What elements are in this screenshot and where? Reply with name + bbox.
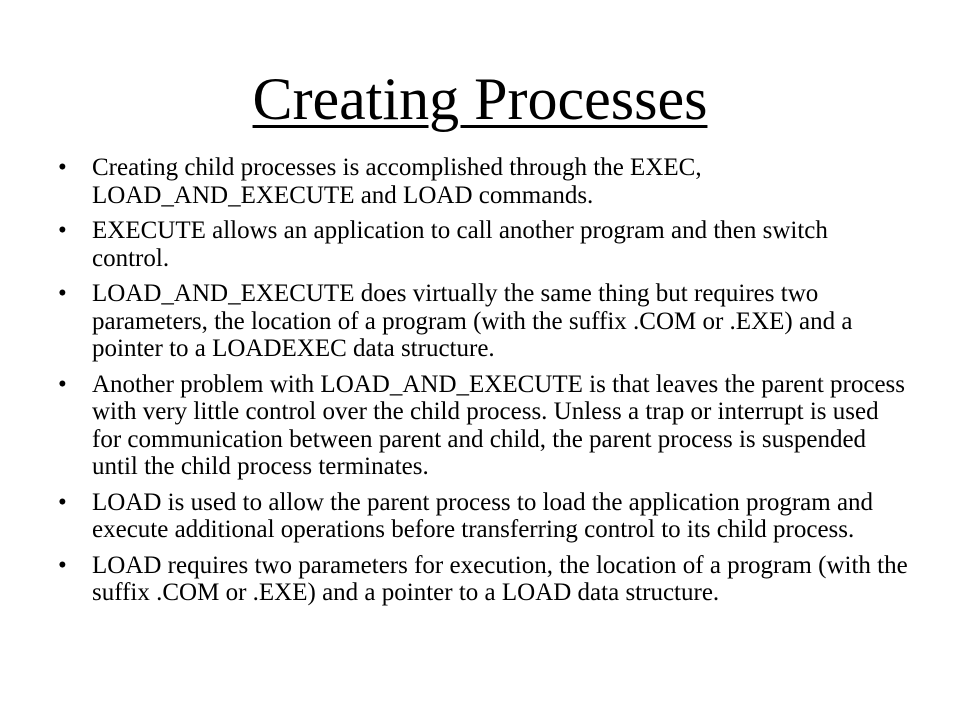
bullet-text: Creating child processes is accomplished through the EXEC, LOAD_AND_EXECUTE and LOAD commands. (92, 154, 702, 209)
bullet-icon: • (58, 551, 67, 579)
bullet-item (58, 371, 908, 481)
bullet-icon: • (58, 154, 67, 181)
bullet-text: LOAD requires two parameters for execution, the location of a program (with the suffix .COM or .EXE) and a pointer to a LOAD data structure. (92, 551, 908, 606)
bullet-icon: • (58, 370, 67, 398)
slide-title: Creating Processes (252, 66, 708, 132)
bullet-icon: • (58, 217, 67, 244)
bullet-item (58, 217, 908, 272)
bullet-list (58, 154, 908, 615)
bullet-item (58, 489, 908, 544)
bullet-item (58, 280, 908, 363)
bullet-text: LOAD is used to allow the parent process to load the application program and execute additional operations before transferring control to its child process. (92, 488, 874, 543)
bullet-item (58, 154, 908, 209)
bullet-text: Another problem with LOAD_AND_EXECUTE is that leaves the parent process with very little control over the child process. Unless a trap or interrupt is used for communication between parent and child, the parent process is suspended until the child process terminates. (92, 370, 906, 480)
bullet-icon: • (58, 488, 67, 516)
bullet-icon: • (58, 280, 67, 307)
bullet-text: EXECUTE allows an application to call another program and then switch control. (92, 217, 828, 272)
bullet-item (58, 552, 908, 607)
bullet-text: LOAD_AND_EXECUTE does virtually the same thing but requires two parameters, the location of a program (with the suffix .COM or .EXE) and a pointer to a LOADEXEC data structure. (92, 280, 853, 362)
